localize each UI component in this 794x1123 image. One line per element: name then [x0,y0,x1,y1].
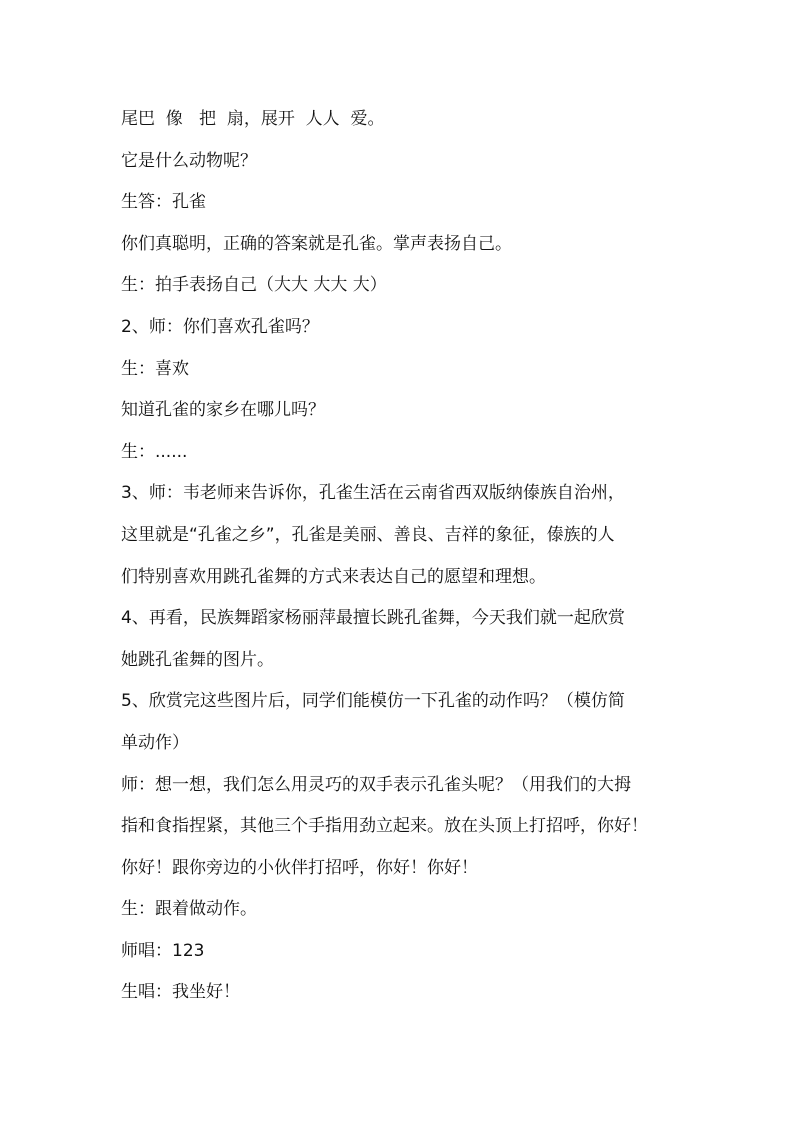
text-line-step-3: 3、师：韦老师来告诉你，孔雀生活在云南省西双版纳傣族自治州， [121,483,625,504]
text-line-riddle: 尾巴 像 把 扇，展开 人人 爱。 [121,109,385,129]
text-line-student-clap: 生：拍手表扬自己（大大 大大 大） [121,275,387,296]
document-body [121,99,681,1014]
text-line-question: 它是什么动物呢？ [121,150,257,171]
text-line-step-4: 4、再看，民族舞蹈家杨丽萍最擅长跳孔雀舞，今天我们就一起欣赏 [121,608,625,629]
text-line-student-like: 生：喜欢 [121,358,189,379]
text-line-step-3-cont-1: 这里就是“孔雀之乡”，孔雀是美丽、善良、吉祥的象征，傣族的人 [121,524,615,545]
text-line-step-5-cont: 单动作） [121,732,189,753]
text-line-student-sing: 生唱：我坐好！ [121,982,240,1003]
text-line-student-ellipsis: 生：...... [121,441,188,462]
text-line-step-5: 5、欣赏完这些图片后，同学们能模仿一下孔雀的动作吗？（模仿简 [121,691,625,712]
text-line-step-4-cont: 她跳孔雀舞的图片。 [121,649,274,670]
text-line-teacher-think: 师：想一想，我们怎么用灵巧的双手表示孔雀头呢？（用我们的大拇 [121,774,631,795]
text-line-student-answer: 生答：孔雀 [121,192,206,213]
text-line-praise: 你们真聪明，正确的答案就是孔雀。掌声表扬自己。 [121,233,512,254]
text-line-teacher-think-cont-1: 指和食指捏紧，其他三个手指用劲立起来。放在头顶上打招呼，你好！ [121,816,648,837]
text-line-step-3-cont-2: 们特别喜欢用跳孔雀舞的方式来表达自己的愿望和理想。 [121,566,546,587]
text-line-step-2: 2、师：你们喜欢孔雀吗？ [121,316,319,337]
text-line-student-follow: 生：跟着做动作。 [121,899,257,920]
text-line-teacher-think-cont-2: 你好！跟你旁边的小伙伴打招呼，你好！你好！ [121,857,478,878]
text-line-hometown-question: 知道孔雀的家乡在哪儿吗？ [121,400,325,421]
text-line-teacher-sing: 师唱：123 [121,940,205,961]
